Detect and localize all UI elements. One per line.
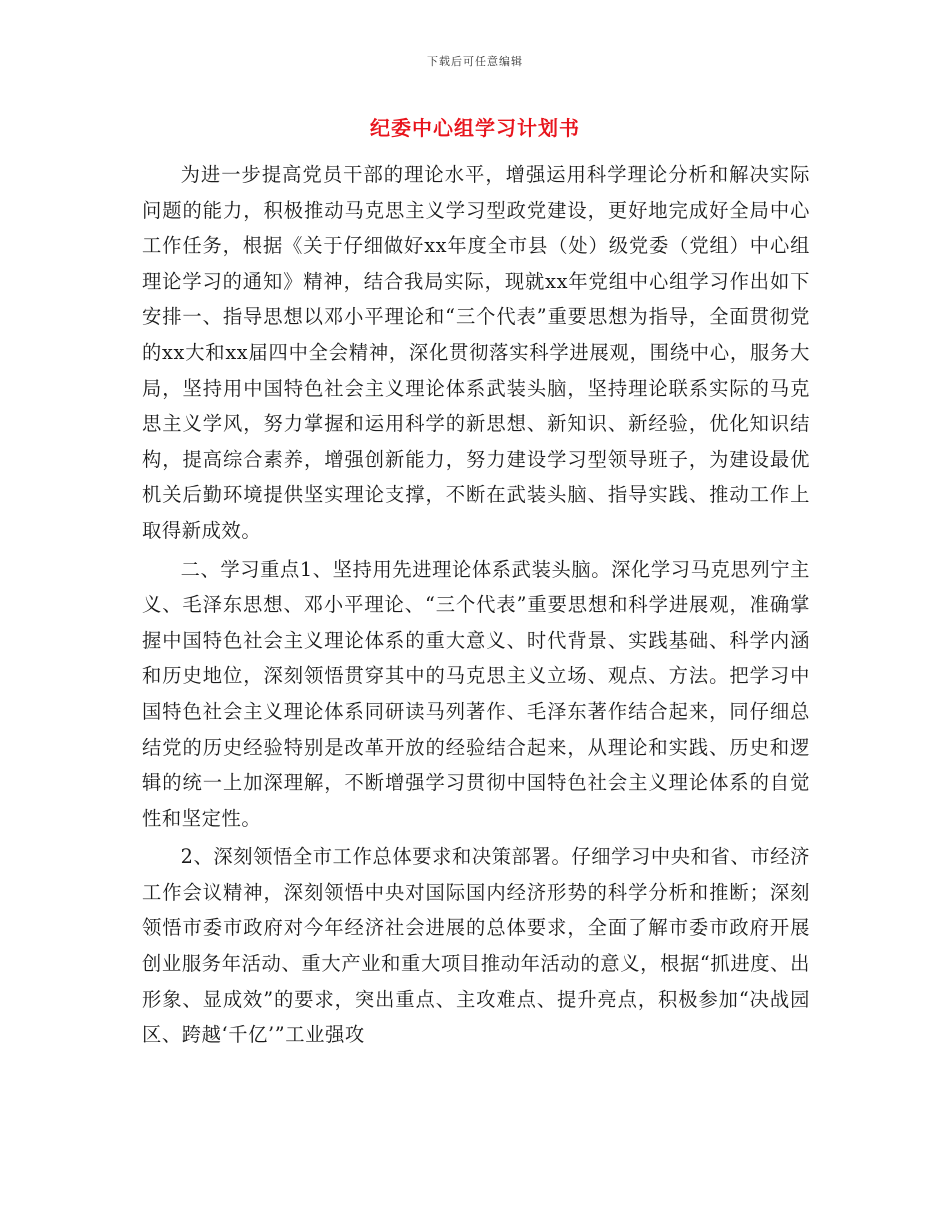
paragraph-study-focus-1: 二、学习重点1、坚持用先进理论体系武装头脑。深化学习马克思列宁主义、毛泽东思想、邓小平理论、“三个代表”重要思想和科学进展观，准确掌握中国特色社会主义理论体系的重大意义、时代背景、实践基础、科学内涵和历史地位，深刻领悟贯穿其中的马克思主义立场、观点、方法。把学习中国特色社会主义理论体系同研读马列著作、毛泽东著作结合起来，同仔细总结党的历史经验特别是改革开放的经验结合起来，从理论和实践、历史和逻辑的统一上加深理解，不断增强学习贯彻中国特色社会主义理论体系的自觉性和坚定性。 bbox=[142, 557, 810, 830]
document-body bbox=[142, 157, 810, 1056]
header-note: 下载后可任意编辑 bbox=[427, 55, 523, 68]
paragraph-guiding-thought: 为进一步提高党员干部的理论水平，增强运用科学理论分析和解决实际问题的能力，积极推动马克思主义学习型政党建设，更好地完成好全局中心工作任务，根据《关于仔细做好xx年度全市县（处）级党委（党组）中心组理论学习的通知》精神，结合我局实际，现就xx年党组中心组学习作出如下安排一、指导思想以邓小平理论和“三个代表”重要思想为指导，全面贯彻党的xx大和xx届四中全会精神，深化贯彻落实科学进展观，围绕中心，服务大局，坚持用中国特色社会主义理论体系武装头脑，坚持理论联系实际的马克思主义学风，努力掌握和运用科学的新思想、新知识、新经验，优化知识结构，提高综合素养，增强创新能力，努力建设学习型领导班子，为建设最优机关后勤环境提供坚实理论支撑，不断在武装头脑、指导实践、推动工作上取得新成效。 bbox=[142, 163, 810, 542]
document-title: 纪委中心组学习计划书 bbox=[370, 116, 580, 140]
paragraph-study-focus-2: 2、深刻领悟全市工作总体要求和决策部署。仔细学习中央和省、市经济工作会议精神，深刻领悟中央对国际国内经济形势的科学分析和推断；深刻领悟市委市政府对今年经济社会进展的总体要求，全面了解市委市政府开展创业服务年活动、重大产业和重大项目推动年活动的意义，根据“抓进度、出形象、显成效”的要求，突出重点、主攻难点、提升亮点，积极参加“决战园区、跨越‘千亿’”工业强攻 bbox=[142, 845, 810, 1047]
